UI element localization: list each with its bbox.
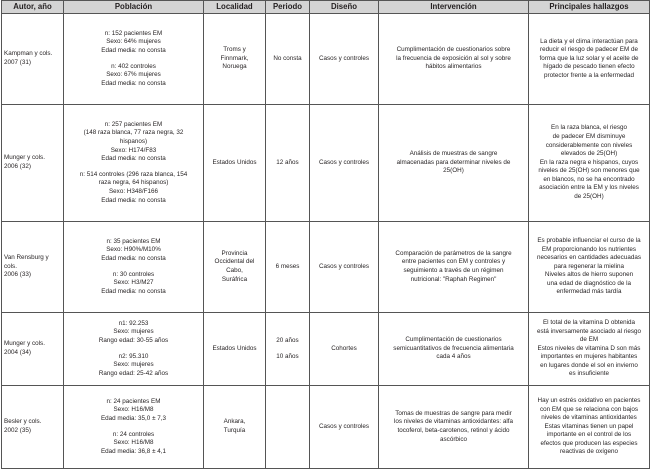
autor-text: 2006 (33) <box>4 271 31 279</box>
cell-periodo <box>266 222 310 313</box>
poblacion-casos-text: n: 257 pacientes EM <box>104 120 163 128</box>
poblacion-controles-text: Sexo: mujeres <box>113 361 154 369</box>
poblacion-controles-text: Edad media: no consta <box>101 287 166 295</box>
intervencion-text: seguimiento a través de un régimen <box>403 267 504 274</box>
diseno-text: Casos y controles <box>318 262 370 270</box>
autor-text: Besler y cols. <box>4 418 42 426</box>
cell-periodo <box>266 386 310 469</box>
localidad-text: Occidental del <box>214 258 255 266</box>
autor-text: Munger y cols. <box>4 340 45 348</box>
cell-hallazgos <box>529 222 650 313</box>
cell-localidad <box>204 222 266 313</box>
header-localidad: Localidad <box>204 1 266 14</box>
poblacion-controles-text: Sexo: 67% mujeres <box>106 71 161 79</box>
localidad-text: Turquía <box>223 427 246 434</box>
hallazgos-text: EM proporcionando los nutrientes <box>541 245 637 253</box>
autor-text: 2004 (34) <box>4 349 31 356</box>
table-row <box>2 105 650 222</box>
intervencion-text: 25(OH) <box>443 167 464 175</box>
hallazgos-text: en blancos, no se ha encontrado <box>543 175 635 183</box>
cell-diseno <box>310 14 379 105</box>
intervencion-text: almacenadas para determinar niveles de <box>396 158 511 166</box>
hallazgos-text: está inversamente asociado al riesgo <box>537 327 641 335</box>
hallazgos-text: El total de la vitamina D obtenida <box>542 318 636 326</box>
localidad-text: Finnmark, <box>220 54 249 62</box>
intervencion-text: Tomas de muestras de sangre para medir <box>395 409 512 417</box>
intervencion-text: Análisis de muestras de sangre <box>409 150 498 158</box>
autor-text: Kampman y cols. <box>4 50 53 58</box>
periodo-text: 10 años <box>276 352 299 360</box>
hallazgos-text: Estos niveles de vitamina D son más <box>537 344 641 352</box>
intervencion-text: Comparación de parámetros de la sangre <box>395 249 512 257</box>
intervencion-text: tocoferol, beta-carotenos, retinol y ácido <box>397 427 510 434</box>
localidad-text: Suráfrica <box>221 275 248 283</box>
cell-hallazgos <box>529 14 650 105</box>
poblacion-controles-text: Edad media: no consta <box>101 196 166 204</box>
intervencion-text: semicuantitativos de frecuencia alimentaria <box>393 344 514 352</box>
cell-poblacion <box>64 222 204 313</box>
poblacion-casos-text: Edad media: 35,0 ± 7,3 <box>100 414 167 422</box>
header-hallazgos: Principales hallazgos <box>529 1 650 14</box>
cell-poblacion <box>64 105 204 222</box>
intervencion-text: nutricional: "Raphah Regimen" <box>410 275 497 283</box>
cell-intervencion <box>379 222 529 313</box>
hallazgos-text: reactivas de oxígeno <box>559 448 619 456</box>
intervencion-text: ascórbico <box>440 435 467 443</box>
cell-poblacion <box>64 313 204 386</box>
table-body <box>2 14 650 469</box>
cell-autor <box>2 105 64 222</box>
hallazgos-text: de padecer EM disminuye <box>552 132 626 140</box>
localidad-text: Cabo, <box>226 267 243 274</box>
hallazgos-text: Es probable influenciar el curso de la <box>537 236 641 244</box>
intervencion-text: los niveles de vitaminas antioxidantes: alfa <box>393 418 513 426</box>
autor-text: cols. <box>4 262 17 270</box>
cell-hallazgos <box>529 105 650 222</box>
table-row <box>2 313 650 386</box>
poblacion-casos-text: Edad media: no consta <box>101 46 166 54</box>
spacer <box>66 56 201 63</box>
cell-intervencion <box>379 386 529 469</box>
poblacion-controles-text: n: 402 controles <box>111 62 156 70</box>
hallazgos-text: necesarios en cantidades adecuadas <box>537 254 641 262</box>
hallazgos-text: En la raza negra e hispanos, cuyos <box>539 158 639 166</box>
autor-text: Van Rensburg y <box>4 254 49 262</box>
cell-intervencion <box>379 14 529 105</box>
hallazgos-text: Estas vitaminas tienen un papel <box>544 422 634 430</box>
cell-autor <box>2 386 64 469</box>
hallazgos-text: hígado de pescado tienen efecto <box>543 63 635 71</box>
spacer <box>66 424 201 431</box>
cell-hallazgos <box>529 386 650 469</box>
autor-text: 2007 (31) <box>4 59 31 66</box>
hallazgos-text: protector frente a la enfermedad <box>544 71 634 79</box>
diseno-text: Casos y controles <box>318 158 370 166</box>
poblacion-casos-text: Edad media: no consta <box>101 155 166 163</box>
autor-text: Munger y cols. <box>4 154 45 162</box>
poblacion-casos-text: Rango edad: 30-55 años <box>98 336 169 344</box>
poblacion-controles-text: Rango edad: 25-42 años <box>98 369 169 377</box>
header-poblacion: Población <box>64 1 204 14</box>
hallazgos-text: reducir el riesgo de padecer EM de <box>539 46 638 54</box>
poblacion-casos-text: Sexo: H16/M8 <box>113 406 154 414</box>
poblacion-casos-text: n1: 92.253 <box>118 319 149 327</box>
poblacion-casos-text: Sexo: H90%/M10% <box>106 246 161 254</box>
cell-localidad <box>204 14 266 105</box>
poblacion-casos-text: n: 152 pacientes EM <box>104 29 163 37</box>
poblacion-controles-text: n2: 95.310 <box>118 352 149 360</box>
hallazgos-text: en lugares donde el sol en invierno <box>540 361 638 369</box>
hallazgos-text: es insuficiente <box>569 370 609 378</box>
diseno-text: Casos y controles <box>318 422 370 430</box>
hallazgos-text: de 25(OH) <box>574 193 604 201</box>
hallazgos-text: considerablemente con niveles <box>545 141 633 149</box>
autor-text: 2002 (35) <box>4 427 31 434</box>
cell-localidad <box>204 386 266 469</box>
cell-periodo <box>266 105 310 222</box>
cell-diseno <box>310 222 379 313</box>
hallazgos-text: Niveles altos de hierro suponen <box>544 271 634 279</box>
poblacion-controles-text: n: 30 controles <box>112 270 155 278</box>
cell-diseno <box>310 386 379 469</box>
poblacion-controles-text: Sexo: H348/F166 <box>108 187 158 195</box>
localidad-text: Estados Unidos <box>212 158 257 166</box>
header-diseno: Diseño <box>310 1 379 14</box>
poblacion-controles-text: Sexo: H16/M8 <box>113 439 154 447</box>
poblacion-casos-text: (148 raza blanca, 77 raza negra, 32 <box>83 129 184 137</box>
cell-diseno <box>310 105 379 222</box>
hallazgos-text: La dieta y el clima interactúan para <box>540 37 638 45</box>
intervencion-text: la frecuencia de exposición al sol y sobre <box>396 54 511 62</box>
spacer <box>66 164 201 171</box>
poblacion-controles-text: n: 514 controles (296 raza blanca, 154 <box>79 170 188 178</box>
intervencion-text: hábitos alimentarios <box>425 63 482 71</box>
localidad-text: Noruega <box>222 63 247 71</box>
poblacion-casos-text: hispanos) <box>119 138 148 146</box>
diseno-text: Cohortes <box>331 344 357 352</box>
poblacion-casos-text: Sexo: 64% mujeres <box>106 38 161 46</box>
poblacion-casos-text: Edad media: no consta <box>101 254 166 262</box>
poblacion-controles-text: raza negra, 64 hispanos) <box>98 179 169 187</box>
cell-autor <box>2 14 64 105</box>
table-row <box>2 222 650 313</box>
poblacion-controles-text: Sexo: H3/M27 <box>113 279 154 287</box>
poblacion-casos-text: n: 35 pacientes EM <box>106 237 161 245</box>
hallazgos-text: asociación entre la EM y los niveles <box>539 184 639 192</box>
intervencion-text: entre pacientes con EM y controles y <box>401 258 506 266</box>
cell-poblacion <box>64 14 204 105</box>
cell-intervencion <box>379 105 529 222</box>
poblacion-casos-text: Sexo: mujeres <box>113 328 154 336</box>
poblacion-casos-text: n: 24 pacientes EM <box>106 397 161 405</box>
periodo-text: 6 meses <box>275 262 300 270</box>
hallazgos-text: niveles de 25(OH) son menores que <box>538 167 640 175</box>
cell-localidad <box>204 313 266 386</box>
diseno-text: Casos y controles <box>318 54 370 62</box>
hallazgos-text: importante en el control de los <box>546 431 632 439</box>
cell-hallazgos <box>529 313 650 386</box>
poblacion-controles-text: Edad media: 36,8 ± 4,1 <box>100 447 167 455</box>
spacer <box>66 264 201 271</box>
hallazgos-text: con EM que se relaciona con bajos <box>539 405 638 413</box>
localidad-text: Troms y <box>223 46 246 54</box>
hallazgos-text: elevados de 25(OH) <box>560 150 618 158</box>
hallazgos-text: una edad de diagnóstico de la <box>546 279 632 287</box>
hallazgos-text: En la raza blanca, el riesgo <box>551 124 627 132</box>
poblacion-controles-text: n: 24 controles <box>112 430 155 438</box>
periodo-text: 12 años <box>276 158 299 166</box>
cell-diseno <box>310 313 379 386</box>
cell-autor <box>2 313 64 386</box>
hallazgos-text: de EM <box>579 336 599 344</box>
localidad-text: Ankara, <box>223 418 246 426</box>
cell-autor <box>2 222 64 313</box>
hallazgos-text: importantes en mujeres habitantes <box>540 353 638 361</box>
intervencion-text: Cumplimentación de cuestionarios <box>405 336 502 344</box>
hallazgos-text: niveles de vitaminas antioxidantes <box>541 414 637 422</box>
header-autor: Autor, año <box>2 1 64 14</box>
studies-table <box>1 0 650 469</box>
cell-localidad <box>204 105 266 222</box>
poblacion-casos-text: Sexo: H174/F83 <box>110 146 157 154</box>
hallazgos-text: forma que la luz solar y el aceite de <box>539 54 639 62</box>
autor-text: 2006 (32) <box>4 163 31 170</box>
spacer <box>66 346 201 353</box>
localidad-text: Estados Unidos <box>212 344 257 352</box>
cell-periodo <box>266 14 310 105</box>
poblacion-controles-text: Edad media: no consta <box>101 79 166 87</box>
hallazgos-text: para regenerar la mielina <box>553 262 624 270</box>
periodo-text: No consta <box>273 54 302 62</box>
cell-periodo <box>266 313 310 386</box>
header-periodo: Periodo <box>266 1 310 14</box>
hallazgos-text: Hay un estrés oxidativo en pacientes <box>537 396 641 404</box>
hallazgos-text: enfermedad más tardía <box>556 288 622 296</box>
hallazgos-text: efectos que producen las especies <box>540 439 638 447</box>
header-intervencion: Intervención <box>379 1 529 14</box>
localidad-text: Provincia <box>221 249 248 257</box>
spacer <box>268 346 307 353</box>
table-row <box>2 386 650 469</box>
cell-poblacion <box>64 386 204 469</box>
intervencion-text: Cumplimentación de cuestionarios sobre <box>396 46 511 54</box>
periodo-text: 20 años <box>276 336 299 344</box>
cell-intervencion <box>379 313 529 386</box>
table-row <box>2 14 650 105</box>
intervencion-text: cada 4 años <box>436 353 471 361</box>
header-row <box>2 1 650 14</box>
